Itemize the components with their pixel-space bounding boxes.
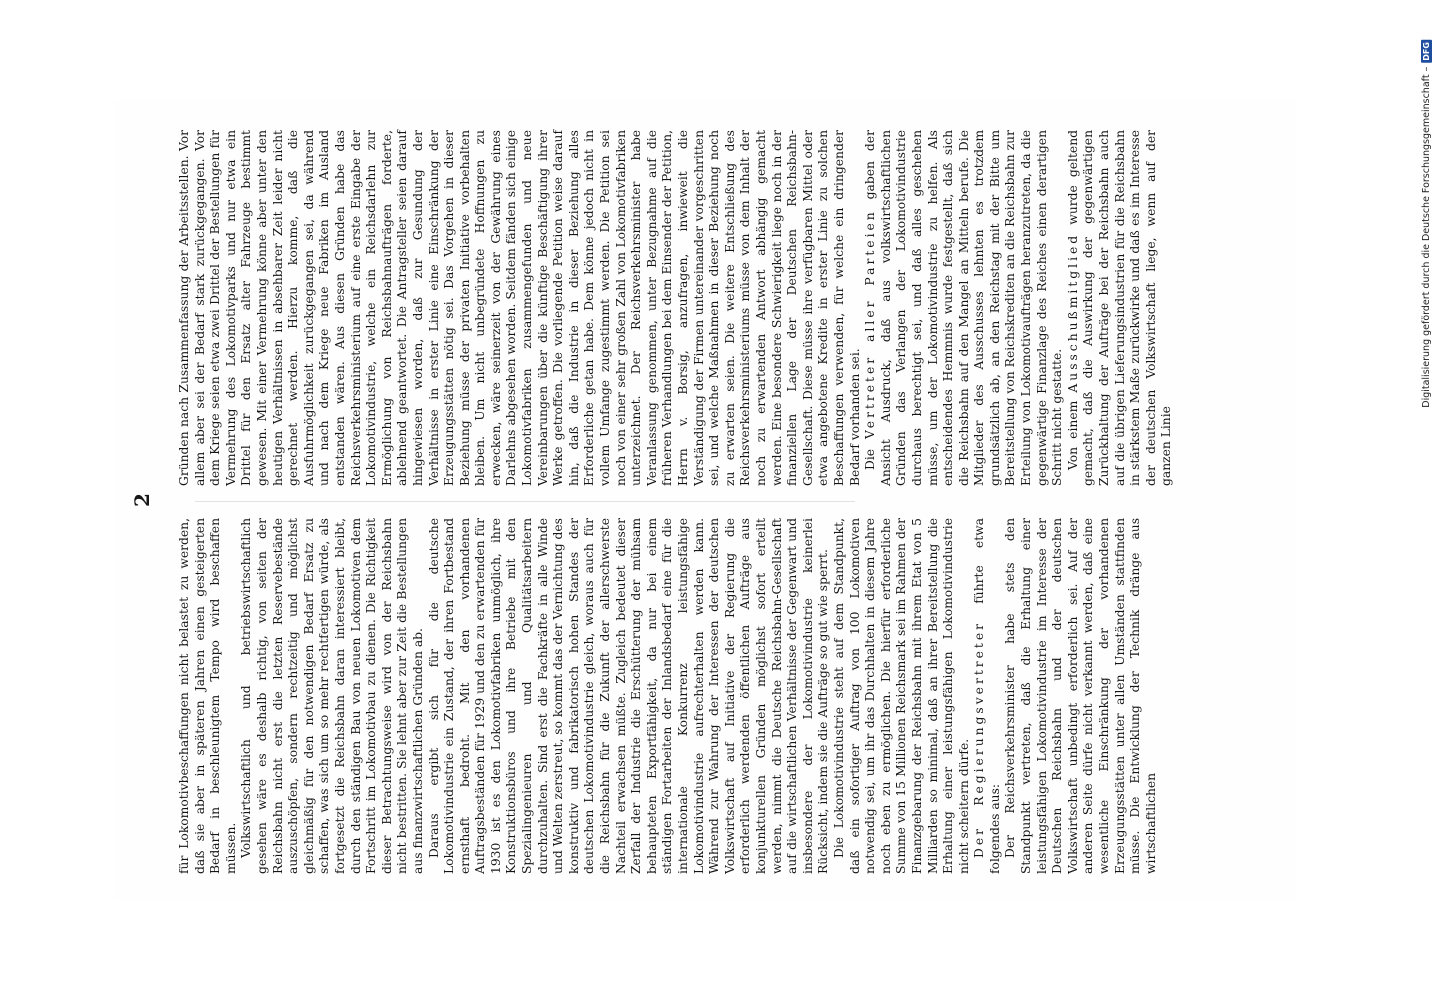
paragraph-text: Die	[863, 448, 878, 470]
paragraph-text: Von einem	[1065, 400, 1080, 470]
paragraph	[972, 518, 1003, 874]
spaced-emphasis: Vertreter aller Parteien	[863, 209, 878, 439]
paragraph: Gründen nach Zusammenfassung der Arbeitsstellen. Vor allem aber sei der Bedarf stark zurückgegangen. Vor dem Kriege seien etwa zwei Drittel der Bestellungen für Vermehrung des Lokomotivparks und nur etwa ein Drittel für den Ersatz alter Fahrzeuge bestimmt gewesen. Mit einer Vermehrung könne aber unter den heutigen Verhältnissen in absehbarer Zeit leider nicht gerechnet werden. Hierzu komme, daß die Ausfuhrmöglichkeit zurückgegangen sei, da während und nach dem Kriege neue Fabriken im Ausland entstanden wären. Aus diesen Gründen habe das Reichsverkehrsministerium auf eine erste Eingabe der Lokomotivindustrie, welche ein Reichsdarlehn zur Ermöglichung von Reichsbahnaufträgen forderte, ablehnend geantwortet. Die Antragsteller seien darauf hingewiesen worden, daß zur Gesundung der Verhältnisse in erster Linie eine Einschränkung der Erzeugungsstätten nötig sei. Das Vorgehen in dieser Beziehung müsse der privaten Initiative vorbehalten bleiben. Um nicht unbegründete Hoffnungen zu erwecken, wäre seinerzeit von der Gewährung eines Darlehns abgesehen worden. Seitdem fänden sich einige Lokomotivfabriken zusammengefunden und neue Vereinbarungen über die künftige Beschäftigung ihrer Werke getroffen. Die vorliegende Petition weise darauf hin, daß die Industrie in dieser Beziehung alles Erforderliche getan habe. Dem könne jedoch nicht in vollem Umfange zugestimmt werden. Die Petition sei noch von einer sehr großen Zahl von Lokomotivfabriken unterzeichnet. Der Reichsverkehrsminister habe Veranlassung genommen, unter Bezugnahme auf die früheren Verhandlungen bei dem Einsender der Petition, Herrn v. Borsig, anzufragen, inwieweit die Verständigung der Firmen untereinander vorgeschritten sei, und welche Maßnahmen in dieser Beziehung noch zu erwarten seien. Die weitere Entschließung des Reichsverkehrsministeriums müsse von dem Inhalt der noch zu erwartenden Antwort abhängig gemacht werden. Eine besondere Schwierigkeit liege noch in der finanziellen Lage der Deutschen Reichsbahn-Gesellschaft. Diese müsse ihre verfügbaren Mittel oder etwa angebotene Kredite in erster Linie zu solchen Beschaffungen verwenden, für welche ein dringender Bedarf vorhanden sei.	[177, 130, 862, 486]
spaced-emphasis: Ausschußmitglied	[1065, 232, 1080, 393]
paragraph: für Lokomotivbeschaffungen nicht belastet zu werden, daß sie aber in späteren Jahren einen gesteigerten Bedarf in beschleunigtem Tempo wird beschaffen müssen.	[177, 518, 238, 874]
paragraph: Der Reichsverkehrsminister habe stets den Standpunkt vertreten, daß die Erhaltung einer leistungsfähigen Lokomotivindustrie im Interesse der Deutschen Reichsbahn und der deutschen Volkswirtschaft unbedingt erforderlich sei. Auf der anderen Seite dürfe nicht verkannt werden, daß eine wesentliche Einschränkung der vorhandenen Erzeugungsstätten unter allen Umständen stattfinden müsse. Die Entwicklung der Technik dränge aus wirtschaftlichen	[1003, 518, 1158, 874]
paragraph: Volkswirtschaftlich und betriebswirtschaftlich gesehen wäre es deshalb richtig, von seiten der Reichsbahn nicht erst die letzten Reservebestände auszuschöpfen, sondern rechtzeitig und möglichst gleichmäßig für den notwendigen Bedarf Ersatz zu schaffen, was sich um so mehr rechtfertigen würde, als fortgesetzt die Reichsbahn daran interessiert bleibt, durch den ständigen Bau von neuen Lokomotiven dem Fortschritt im Lokomotivbau zu dienen. Die Richtigkeit dieser Betrachtungsweise wird von der Reichsbahn nicht bestritten. Sie lehnt aber zur Zeit die Bestellungen aus finanzwirtschaftlichen Gründen ab.	[239, 518, 425, 874]
dfg-logo: DFG	[1421, 42, 1431, 61]
digitization-credit-text: Digitalisierung gefördert durch die Deutsche Forschungsgemeinschaft –	[1420, 66, 1432, 408]
page-number: 2	[130, 493, 154, 507]
paragraph: Die Lokomotivindustrie steht auf dem Standpunkt, daß ein sofortiger Auftrag von 100 Lokomotiven notwendig sei, um ihr das Durchhalten in diesem Jahre noch eben zu ermöglichen. Die hierfür erforderliche Summe von 15 Millionen Reichsmark sei im Rahmen der Finanzgebarung der Reichsbahn mit ihrem Etat von 5 Milliarden so minimal, daß an ihrer Bereitstellung die Erhaltung einer leistungsfähigen Lokomotivindustrie nicht scheitern dürfe.	[831, 518, 971, 874]
text-column-left	[177, 518, 1158, 874]
column-divider	[195, 501, 855, 502]
paragraph	[1066, 130, 1175, 486]
paragraph-text: führte etwa folgendes aus:	[972, 518, 1002, 874]
paragraph: Daraus ergibt sich für die deutsche Lokomotivindustrie ein Zustand, der ihren Fortbestand ernsthaft bedroht. Mit den vorhandenen Auftragsbeständen für 1929 und den zu erwartenden für 1930 ist es den Lokomotivfabriken unmöglich, ihre Konstruktionsbüros und ihre Betriebe mit den Spezialingenieuren und Qualitätsarbeitern durchzuhalten. Sind erst die Fachkräfte in alle Winde und Welten zerstreut, so kommt das der Vernichtung des konstruktiv und fabrikatorisch hohen Standes der deutschen Lokomotivindustrie gleich, woraus auch für die Reichsbahn für die Zukunft der allerschwerste Nachteil erwachsen müßte. Zugleich bedeutet dieser Zerfall der Industrie die Erschütterung der mühsam behaupteten Exportfähigkeit, da nur bei einem ständigen Fortarbeiten der Inlandsbedarf eine für die internationale Konkurrenz leistungsfähige Lokomotivindustrie aufrechterhalten werden kann. Während zur Wahrung der Interessen der deutschen Volkswirtschaft auf Initiative der Regierung die erforderlich werdenden öffentlichen Aufträge aus konjunkturellen Gründen möglichst sofort erteilt werden, nimmt die Deutsche Reichsbahn-Gesellschaft auf die wirtschaftlichen Verhältnisse der Gegenwart und insbesondere der Lokomotivindustrie keinerlei Rücksicht, indem sie die Aufträge so gut wie sperrt.	[426, 518, 831, 874]
paragraph-text: gaben der Ansicht Ausdruck, daß aus volkswirtschaftlichen Gründen das Verlangen der Lokomotivindustrie durchaus berechtigt sei, und daß alles geschehen müsse, um der Lokomotivindustrie zu helfen. Als entscheidendes Hemmnis wurde festgestellt, daß sich die Reichsbahn auf den Mangel an Mitteln berufe. Die Mitglieder des Ausschusses lehnten es trotzdem grundsätzlich ab, an den Reichstag mit der Bitte um Bereitstellung von Reichskrediten an die Reichsbahn zur Erteilung von Lokomotivaufträgen heranzutreten, da die gegenwärtige Finanzlage des Reiches einen derartigen Schritt nicht gestatte.	[863, 130, 1065, 486]
paragraph	[863, 130, 1066, 486]
paragraph-text: wurde geltend gemacht, daß die Auswirkung der gegenwärtigen Zurückhaltung der Aufträge bei der Reichsbahn auch auf die übrigen Lieferungsindustrien für die Reichsbahn in stärkstem Maße zurückwirke und daß es im Interesse der deutschen Volkswirtschaft liege, wenn auf der ganzen Linie	[1065, 130, 1174, 486]
digitization-credit	[1419, 40, 1433, 600]
text-column-right	[177, 130, 1174, 486]
spaced-emphasis: Der Regierungsvertreter	[972, 620, 987, 858]
rotated-document-page	[115, 100, 1295, 900]
